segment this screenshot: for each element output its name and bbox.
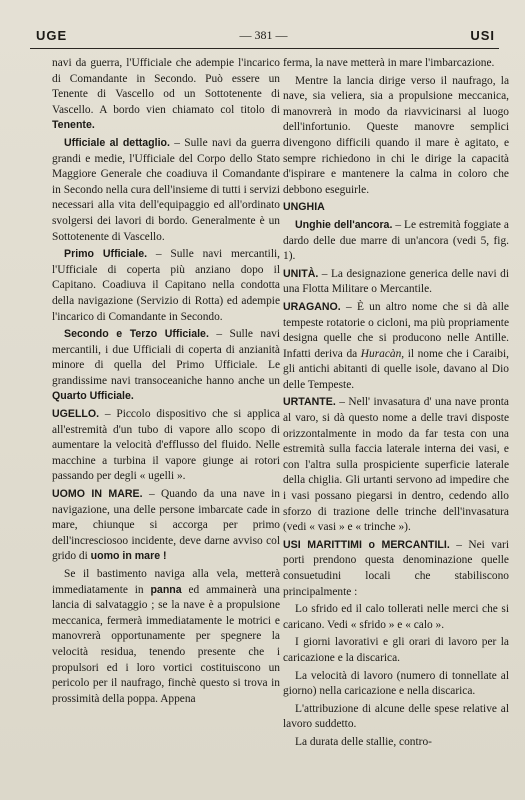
entry-term: UGELLO. <box>52 408 100 421</box>
header-rule <box>30 48 499 49</box>
entry-term: Ufficiale al dettaglio. <box>64 136 170 149</box>
left-column <box>52 56 280 709</box>
paragraph: ferma, la nave metterà in mare l'imbarcazione. <box>283 57 495 69</box>
paragraph: La durata delle stallie, contro- <box>295 735 432 748</box>
paragraph: L'attribuzione di alcune delle spese relative al lavoro suddetto. <box>283 702 509 731</box>
entry-usi-marittimi <box>283 538 509 600</box>
entry-text: – Le estremità foggiate a dardo delle due marre di un'ancora (vedi 5, fig. 1). <box>283 218 509 263</box>
text: navi da guerra, l'Ufficiale che adempie l'incarico di Comandante in Secondo. Può essere un Tenente di Vascello od un Sottotenente di Vascello. A bordo vien chiamato col titolo di <box>52 57 280 116</box>
running-header <box>26 28 501 48</box>
entry-text: – È un altro nome che si dà alle tempeste rotatorie o cicloni, ma più propriamente designa quelle che si producono nelle Antille. Infatti deriva da <box>283 300 509 360</box>
entry-term: Primo Ufficiale. <box>64 248 148 261</box>
entry-unghie-ancora <box>283 218 509 265</box>
entry-term: URAGANO. <box>283 300 341 313</box>
entry-text: – Piccolo dispositivo che si applica all'estremità d'un tubo di vapore allo scopo di aumentare la velocità d'efflusso del fluido. Nelle macchine a turbina il vapore giunge ai rotori passando per degli « ugelli ». <box>52 408 280 483</box>
entry-term: Secondo e Terzo Ufficiale. <box>64 328 209 341</box>
entry-text: – Quando da una nave in navigazione, una delle persone imbarcate cade in mare, chiunque si accorga per primo dell'incresciosoo incidente, deve darne avviso col grido di <box>52 488 280 563</box>
entry-secondo-terzo-ufficiale <box>52 327 280 405</box>
paragraph <box>52 567 280 707</box>
entry-term: UOMO IN MARE. <box>52 488 143 501</box>
entry-uomo-in-mare <box>52 487 280 565</box>
entry-term: URTANTE. <box>283 396 336 409</box>
entry-text: – Sulle navi da guerra grandi e medie, l'Ufficiale del Corpo dello Stato Maggiore Generale che coadiuva il Comandante in Secondo nella cura dell'insieme di tutti i servizi necessari alla vita dell'equipaggio ed all'ordinato svolgersi dei lavori di bordo. Generalmente è un Sottotenente di Vascello. <box>52 136 280 243</box>
bold-term: panna <box>150 583 182 596</box>
bold-term: uomo in mare ! <box>90 550 167 563</box>
paragraph: I giorni lavorativi e gli orari di lavoro per la caricazione e la discarica. <box>283 636 509 664</box>
section-heading <box>283 200 509 216</box>
entry-urtante <box>283 395 509 535</box>
right-column <box>283 56 509 753</box>
entry-term: UNITÀ. <box>283 267 319 280</box>
page-number: — 381 — <box>239 28 288 42</box>
entry-term: USI MARITTIMI o MERCANTILI. <box>283 538 450 551</box>
paragraph <box>52 56 280 134</box>
entry-text: – Nell' invasatura d' una nave pronta al varo, si dà questo nome a delle travi disposte orizzontalmente in modo da far testa con una estremità sulla faccia laterale interna dei vasi, e con l'altra sulla prospiciente superficie laterale della chiglia. Gli urtanti servono ad impedire che i vasi possano piegarsi in dentro, cedendo allo sforzo di trazione delle trinche dell'invasatura (vedi « vasi » e « trinche »). <box>283 396 509 534</box>
entry-ufficiale-dettaglio <box>52 136 280 245</box>
heading-term: UNGHIA <box>283 201 325 214</box>
entry-text: – Nei vari porti prendono questa denominazione quelle consuetudini locali che stabiliscono principalmente : <box>283 538 510 598</box>
italic-term: Huracàn, <box>360 347 405 360</box>
text: ed ammainerà una lancia di salvataggio ; se la nave è a propulsione meccanica, fermerà immediatamente le motrici e manovrerà opportunamente per spegnere la velocità residua, tenendo presente che i propulsori ed i loro vortici costituiscono un pericolo per il naufrago, finchè questo si trova in prossimità della poppa. Appena <box>52 583 280 705</box>
paragraph: Lo sfrido ed il calo tollerati nelle merci che si caricano. Vedi « sfrido » e « calo ». <box>283 603 509 631</box>
header-left-word: UGE <box>36 28 68 43</box>
paragraph: Mentre la lancia dirige verso il naufrago, la nave, sia veliera, sia a propulsione meccanica, manovrerà in modo da riavvicinarsi al luogo dell'infortunio. Queste manovre semplici divengono difficili quando il mare è agitato, e sempre richiedono in chi le dirige la capacità d'ispirare e mantenere la calma in coloro che debbono eseguirle. <box>283 74 509 196</box>
entry-text: – Sulle navi mercantili, l'Ufficiale di coperta più anziano dopo il Capitano. Coadiuva il Capitano nella condotta della navigazione (Servizio di Rotta) ed adempie l'incarico di Comandante in Secondo. <box>52 248 280 323</box>
entry-term: Unghie dell'ancora. <box>295 218 393 231</box>
bold-term: Tenente. <box>52 119 95 132</box>
entry-text: – Sulle navi mercantili, i due Ufficiali di coperta di anzianità minore di quella del Primo Ufficiale. Le grandissime navi transoceaniche hanno anche un <box>52 328 281 387</box>
entry-text: – La designazione generica delle navi di una Flotta Militare o Mercantile. <box>283 267 509 296</box>
header-right-word: USI <box>470 28 495 43</box>
entry-ugello <box>52 407 280 485</box>
text: Se il bastimento naviga alla vela, metterà immediatamente in <box>52 568 280 596</box>
entry-primo-ufficiale <box>52 247 280 325</box>
paragraph: La velocità di lavoro (numero di tonnellate al giorno) nella caricazione e nella discarica. <box>283 669 509 698</box>
entry-unita <box>283 267 509 298</box>
entry-text: il nome che i Caraibi, gli antichi abitanti di quelle isole, davano al Dio delle Tempeste. <box>283 347 509 391</box>
entry-uragano <box>283 300 509 394</box>
bold-term: Quarto Ufficiale. <box>52 390 134 403</box>
